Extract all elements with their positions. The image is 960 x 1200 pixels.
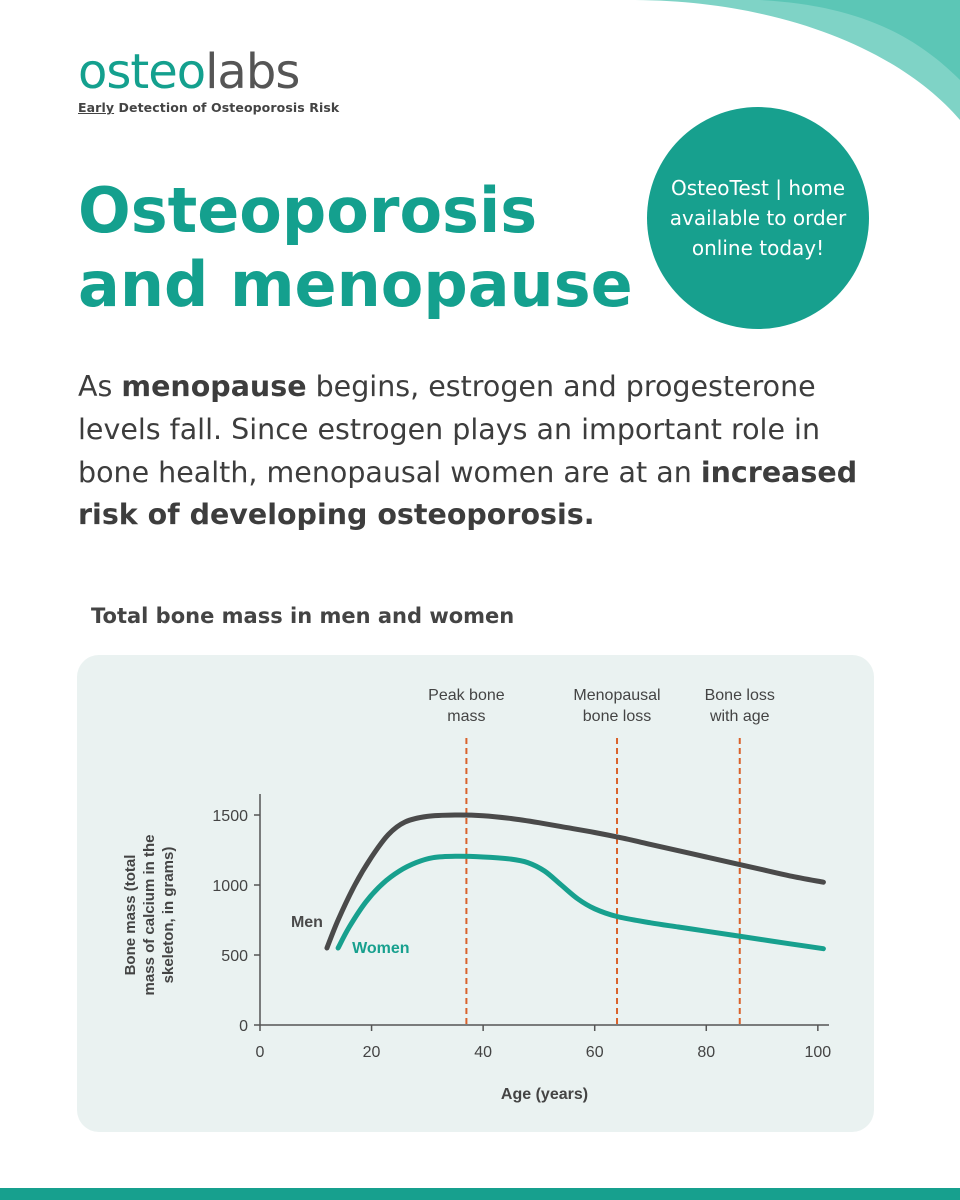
y-axis-label-line: Bone mass (total — [122, 854, 139, 976]
x-tick-label: 40 — [474, 1044, 493, 1061]
y-tick-label: 1500 — [212, 808, 248, 825]
brand-logo — [78, 44, 340, 115]
x-tick-label: 20 — [362, 1044, 381, 1061]
annotation-label: mass — [447, 708, 486, 725]
bottom-accent-bar — [0, 1188, 960, 1200]
annotation-label: Peak bone — [428, 687, 505, 704]
y-axis-label-line: mass of calcium in the — [141, 834, 158, 996]
y-tick-label: 0 — [239, 1018, 248, 1035]
title-line-1: Osteoporosis — [78, 174, 538, 247]
logo-wordmark: osteolabs — [78, 44, 300, 100]
order-online-badge[interactable] — [647, 107, 869, 329]
y-axis-label-line: skeleton, in grams) — [160, 846, 177, 984]
y-tick-label: 1000 — [212, 878, 248, 895]
series-label-women: Women — [352, 940, 410, 957]
badge-text: OsteoTest | home available to order online today! — [669, 176, 847, 260]
y-axis-label — [122, 835, 177, 996]
series-label-men: Men — [290, 914, 323, 931]
annotation-label: Menopausal — [573, 687, 661, 704]
x-tick-label: 100 — [804, 1044, 832, 1061]
x-axis-label: Age (years) — [500, 1086, 589, 1103]
y-tick-label: 500 — [221, 948, 248, 965]
annotation-label: with age — [709, 708, 770, 725]
annotation-label: Bone loss — [704, 687, 775, 704]
series-line-women — [338, 856, 823, 948]
chart-panel — [77, 655, 874, 1132]
x-tick-label: 80 — [697, 1044, 716, 1061]
chart-title: Total bone mass in men and women — [91, 604, 515, 628]
x-tick-label: 0 — [255, 1044, 265, 1061]
annotation-label: bone loss — [582, 708, 652, 725]
bone-mass-chart — [77, 655, 874, 1132]
title-line-2: and menopause — [78, 248, 633, 322]
intro-paragraph: As menopause begins, estrogen and progesterone levels fall. Since estrogen plays an important role in bone health, menopausal women are at an increased risk of developing osteoporosis. — [78, 370, 858, 532]
logo-tagline: Early Detection of Osteoporosis Risk — [78, 100, 340, 115]
series-line-men — [327, 815, 823, 948]
page-title — [78, 174, 633, 323]
x-tick-label: 60 — [585, 1044, 604, 1061]
